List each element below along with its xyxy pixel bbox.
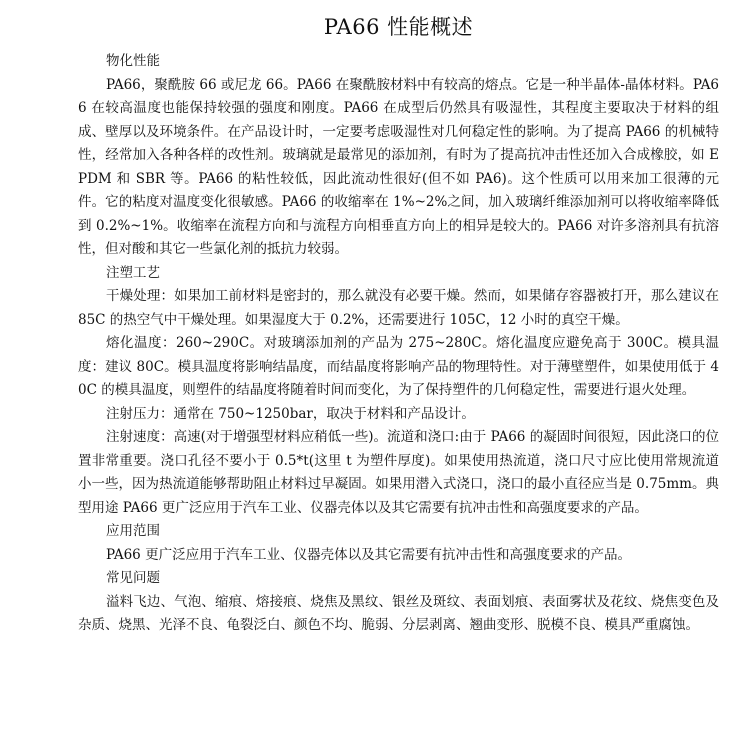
section-heading-physical: 物化性能: [106, 53, 160, 69]
section-heading-injection: 注塑工艺: [106, 264, 160, 281]
paragraph-applications: PA66 更广泛应用于汽车工业、仪器壳体以及其它需要有抗冲击性和高强度要求的产品。: [106, 546, 632, 563]
paragraph-injection-speed: 注射速度：高速(对于增强型材料应稍低一些)。流道和浇口:由于 PA66 的凝固时间很短，因此浇口的位置非常重要。浇口孔径不要小于 0.5*t(这里 t 为塑件厚度)。如果使用热流道，浇口尺寸应比使用常规流道小一些，因为热流道能够帮助阻止材料过早凝固。如果用潜入式浇口，浇口的最小直径应当是 0.75mm。典型用途 PA66 更广泛应用于汽车工业、仪器壳体以及其它需要有抗冲击性和高强度要求的产品。: [78, 429, 719, 516]
paragraph-drying: 干燥处理：如果加工前材料是密封的，那么就没有必要干燥。然而，如果储存容器被打开，那么建议在 85C 的热空气中干燥处理。如果湿度大于 0.2%，还需要进行 105C，12 小时的真空干燥。: [78, 288, 719, 328]
paragraph-common-problems: 溢料飞边、气泡、缩痕、熔接痕、烧焦及黑纹、银丝及斑纹、表面划痕、表面雾状及花纹、烧焦变色及杂质、烧黑、光泽不良、龟裂泛白、颜色不均、脆弱、分层剥离、翘曲变形、脱模不良、模具严重腐蚀。: [78, 593, 719, 633]
section-heading-applications: 应用范围: [106, 523, 160, 539]
section-heading-problems: 常见问题: [106, 570, 160, 586]
page-title: PA66 性能概述: [323, 15, 474, 39]
paragraph-physical-properties: PA66，聚酰胺 66 或尼龙 66。PA66 在聚酰胺材料中有较高的熔点。它是一种半晶体-晶体材料。PA66 在较高温度也能保持较强的强度和刚度。PA66 在成型后仍然具有吸湿性，其程度主要取决于材料的组成、壁厚以及环境条件。在产品设计时，一定要考虑吸湿性对几何稳定性的影响。为了提高 PA66 的机械特性，经常加入各种各样的改性剂。玻璃就是最常见的添加剂，有时为了提高抗冲击性还加入合成橡胶，如 EPDM 和 SBR 等。PA66 的粘性较低，因此流动性很好(但不如 PA6)。这个性质可以用来加工很薄的元件。它的粘度对温度变化很敏感。PA66 的收缩率在 1%~2%之间，加入玻璃纤维添加剂可以将收缩率降低到 0.2%~1%。收缩率在流程方向和与流程方向相垂直方向上的相异是较大的。PA66 对许多溶剂具有抗溶性，但对酸和其它一些氯化剂的抵抗力较弱。: [78, 76, 719, 257]
paragraph-injection-pressure: 注射压力：通常在 750~1250bar，取决于材料和产品设计。: [106, 405, 475, 422]
paragraph-melt-temperature: 熔化温度：260~290C。对玻璃添加剂的产品为 275~280C。熔化温度应避免高于 300C。模具温度：建议 80C。模具温度将影响结晶度，而结晶度将影响产品的物理特性。对于薄壁塑件，如果使用低于 40C 的模具温度，则塑件的结晶度将随着时间而变化，为了保持塑件的几何稳定性，需要进行退火处理。: [78, 335, 719, 398]
